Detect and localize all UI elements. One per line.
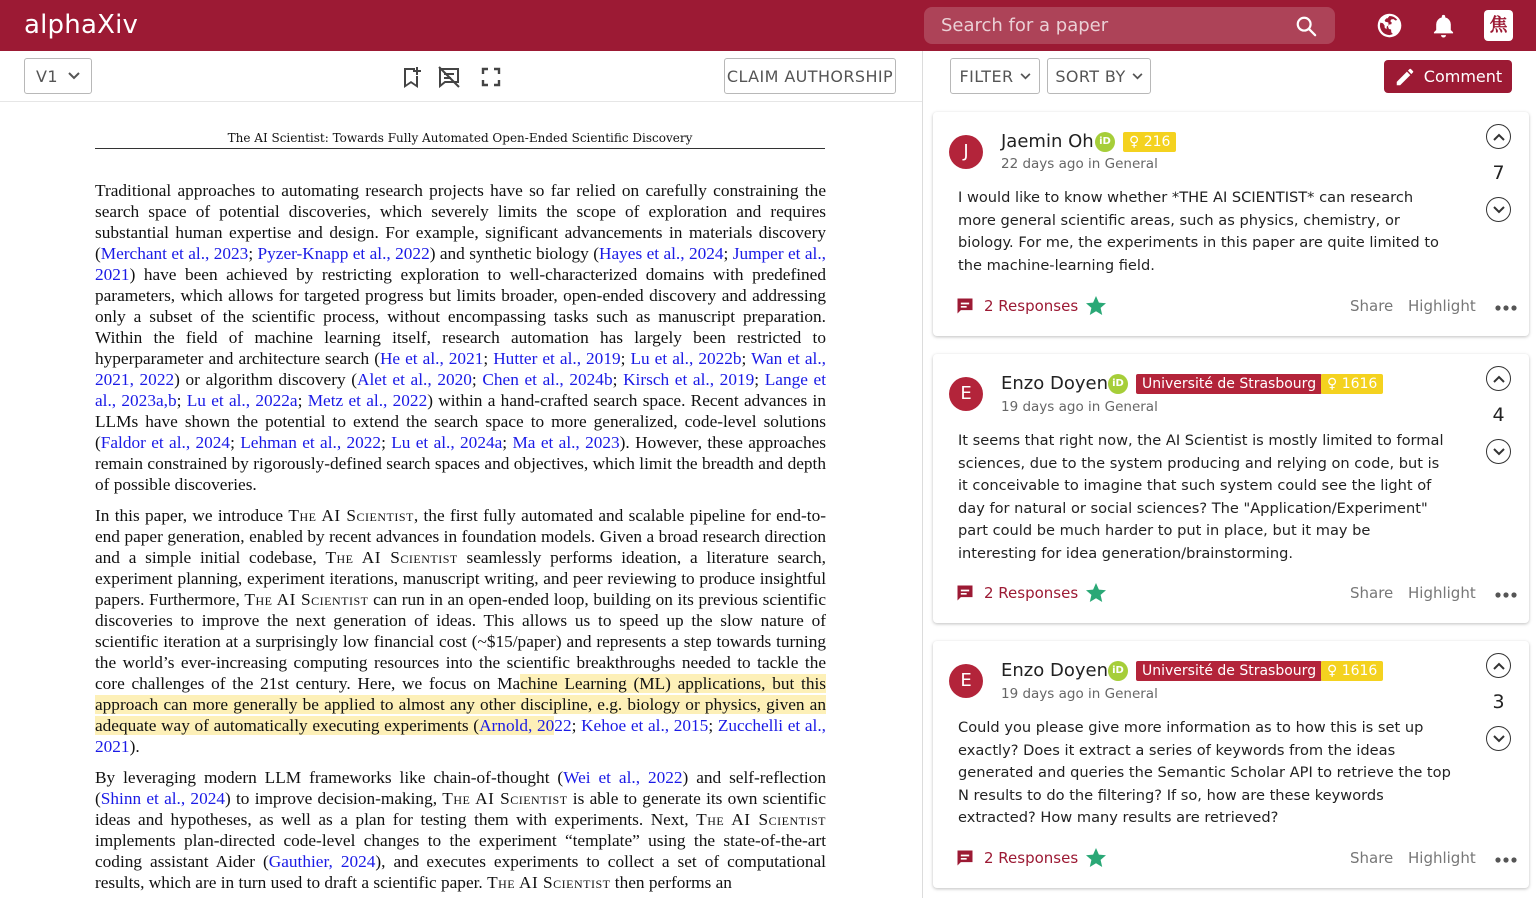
comment-meta: 19 days ago in General: [1001, 686, 1158, 702]
sort-by-button[interactable]: [1047, 58, 1151, 94]
citation-link[interactable]: Kirsch et al., 2019: [623, 370, 755, 389]
institution-badge: Université de Strasbourg: [1136, 661, 1322, 681]
citation-link[interactable]: Lu et al., 2022a: [186, 391, 298, 410]
upvote-button[interactable]: [1486, 366, 1511, 391]
commenter-name[interactable]: Jaemin Oh: [1001, 131, 1094, 152]
system-name: The AI Scientist: [288, 506, 414, 525]
text-run: ;: [620, 349, 631, 368]
system-name: The AI Scientist: [696, 810, 826, 829]
citation-link[interactable]: Shinn et al., 2024: [100, 789, 225, 808]
comment-body: I would like to know whether *THE AI SCIENTIST* can research more general scientific areas, such as physics, chemistry, or biology. For me, the experiments in this paper are quite limited to the machine-learning field.: [958, 189, 1439, 274]
avatar[interactable]: E: [949, 664, 983, 698]
citation-link[interactable]: Wei et al., 2022: [563, 768, 683, 787]
citation-link[interactable]: Jumper et al., 2021: [95, 244, 826, 284]
avatar[interactable]: J: [949, 135, 983, 169]
share-button[interactable]: Share: [1350, 297, 1394, 315]
downvote-button[interactable]: [1486, 197, 1511, 222]
chevron-up-icon: [1493, 375, 1505, 383]
citation-link[interactable]: Ma et al., 2023: [512, 433, 620, 452]
text-run: then performs an: [610, 873, 732, 892]
hide-comments-icon[interactable]: [437, 65, 461, 89]
highlight-button[interactable]: Highlight: [1408, 297, 1476, 315]
karma-badge: ♀ 216: [1123, 132, 1176, 152]
system-name: The AI Scientist: [487, 873, 611, 892]
search-icon[interactable]: [1295, 15, 1317, 37]
system-name: The AI Scientist: [325, 548, 458, 567]
text-run: ;: [708, 716, 718, 735]
text-run: ) have been achieved by restricting exploration to well-characterized domains with predefined parameters, which allows for targeted progress but limits broader, open-ended discovery and addressing only a subset of the scientific process, without encompassing tasks such as manuscript preparation. Within the field of machine learning itself, research automation has largely been restricted to hyperparameter and architecture search (: [95, 265, 826, 368]
text-run: ;: [471, 370, 483, 389]
vote-count: 7: [1492, 162, 1505, 184]
text-run: ;: [230, 433, 241, 452]
text-run: ;: [248, 244, 258, 263]
search-input[interactable]: [924, 7, 1284, 44]
karma-badge: ♀ 1616: [1321, 374, 1383, 394]
comment-body: It seems that right now, the AI Scientist is mostly limited to formal sciences, due to the system producing and relying on code, but is it conceivable to imagine that such system could see the light of day for natural or social sciences? The "Application/Experiment" part could be much harder to put in place, but it may be interesting for idea generation/brainstorming.: [958, 432, 1444, 562]
text-run: Traditional approaches to automating research projects have so far relied on carefully constraining the search space of potential discoveries, which severely limits the scope of exploration and requires substantial human expertise and design. For example, significant advancements in materials discovery (: [95, 181, 826, 263]
more-icon[interactable]: [1495, 857, 1517, 863]
fullscreen-icon[interactable]: [479, 65, 503, 89]
text-run: ).: [129, 737, 140, 756]
text-run: ;: [612, 370, 624, 389]
chevron-down-icon: [1493, 735, 1505, 743]
citation-link[interactable]: Alet et al., 2020: [357, 370, 472, 389]
citation-link[interactable]: Lange et al., 2023a,b: [95, 370, 827, 410]
chevron-up-icon: [1493, 133, 1505, 141]
pencil-icon: [1394, 66, 1416, 88]
citation-link[interactable]: Zucchelli et al., 2021: [95, 716, 826, 756]
share-button[interactable]: Share: [1350, 849, 1394, 867]
bookmark-icon[interactable]: [399, 65, 423, 89]
citation-link[interactable]: Hutter et al., 2019: [493, 349, 621, 368]
toolbar-divider: [0, 101, 922, 102]
orcid-badge[interactable]: iD: [1108, 374, 1128, 394]
text-run: can run in an open-ended loop, building on its previous scientific discoveries to improve the next generation of ideas. This allows us to speed up the slow nature of scientific iteration at a surprisingly low financial cost (~$15/paper) and represents a step towards turning the world’s ever-increasing computing resources into the scientific breakthroughs needed to tackle the core challenges of the 21st century. Here, we focus on Ma: [95, 590, 826, 693]
text-run: ). However, these approaches remain constrained by rigorously-defined search spaces and objectives, which limit the breadth and depth of possible discoveries.: [95, 433, 826, 494]
downvote-button[interactable]: [1486, 726, 1511, 751]
globe-icon[interactable]: [1376, 12, 1403, 39]
comment-icon[interactable]: [955, 848, 975, 868]
karma-badge: ♀ 1616: [1321, 661, 1383, 681]
citation-link[interactable]: Lu et al., 2024a: [391, 433, 503, 452]
citation-link[interactable]: Chen et al., 2024b: [482, 370, 613, 389]
responses-link[interactable]: 2 Responses: [984, 584, 1079, 602]
vote-count: 4: [1492, 404, 1505, 426]
citation-link[interactable]: Faldor et al., 2024: [100, 433, 231, 452]
filter-label: FILTER: [959, 66, 1014, 86]
comment-icon[interactable]: [955, 583, 975, 603]
text-run: is able to generate its own scientific ideas and hypotheses, as well as a plan for testing them with experiments. Next,: [95, 789, 826, 829]
highlight-button[interactable]: Highlight: [1408, 584, 1476, 602]
commenter-name[interactable]: Enzo Doyen: [1001, 373, 1108, 394]
highlighted-text[interactable]: chine Learning (ML) applications, but this approach can more generally be applied to almost any other discipline, e.g. biology or physics, given an adequate way of automatically executing experiments (: [95, 674, 826, 735]
star-icon[interactable]: [1084, 581, 1108, 605]
text-run: ;: [381, 433, 392, 452]
citation-link[interactable]: Kehoe et al., 2015: [581, 716, 709, 735]
share-button[interactable]: Share: [1350, 584, 1394, 602]
user-avatar[interactable]: 焦: [1484, 10, 1513, 41]
pane-divider[interactable]: [922, 51, 923, 898]
comment-card[interactable]: [933, 112, 1529, 336]
star-icon[interactable]: [1084, 846, 1108, 870]
text-run: ), and executes experiments to collect a set of computational results, which are in turn used to draft a scientific paper.: [95, 852, 826, 892]
star-icon[interactable]: [1084, 294, 1108, 318]
citation-link[interactable]: Lu et al., 2022b: [630, 349, 742, 368]
comment-card[interactable]: [933, 641, 1529, 888]
claim-authorship-button[interactable]: CLAIM AUTHORSHIP: [724, 58, 896, 94]
filter-button[interactable]: [950, 58, 1040, 94]
paper-running-header: The AI Scientist: Towards Fully Automated Open-Ended Scientific Discovery: [227, 131, 693, 145]
comment-body: Could you please give more information as to how this is set up exactly? Does it extract a series of keywords from the ideas generated and queries the Semantic Scholar API to retrieve the top N results to do the filtering? If so, how are these keywords extracted? How many results are retrieved?: [958, 719, 1451, 826]
chevron-down-icon: [1493, 206, 1505, 214]
version-label: V1: [36, 66, 58, 86]
citation-link[interactable]: He et al., 2021: [379, 349, 484, 368]
institution-badge: Université de Strasbourg: [1136, 374, 1322, 394]
text-run: ) and synthetic biology (: [429, 244, 599, 263]
top-navbar: [0, 0, 1536, 51]
text-run: ;: [571, 716, 582, 735]
more-icon[interactable]: [1495, 592, 1517, 598]
text-run: ) and self-reflection (: [95, 768, 826, 808]
text-run: ;: [754, 370, 765, 389]
version-select[interactable]: [24, 58, 92, 94]
text-run: In this paper, we introduce: [95, 506, 289, 525]
text-run: ;: [502, 433, 513, 452]
citation-link[interactable]: Lehman et al., 2022: [240, 433, 382, 452]
citation-link[interactable]: 22: [554, 716, 572, 735]
orcid-badge[interactable]: iD: [1108, 661, 1128, 681]
system-name: The AI Scientist: [244, 590, 369, 609]
bell-icon[interactable]: [1430, 12, 1457, 39]
text-run: ;: [741, 349, 752, 368]
text-run: ;: [483, 349, 494, 368]
sort-by-label: SORT BY: [1055, 66, 1126, 86]
comment-label: Comment: [1423, 67, 1503, 86]
text-run: ;: [723, 244, 733, 263]
text-run: ) within a hand-crafted search space. Recent advances in LLMs have shown the potential to extend the search space to more generalized, code-level solutions (: [95, 391, 827, 452]
citation-link[interactable]: Arnold, 20: [479, 716, 555, 735]
citation-link[interactable]: Hayes et al., 2024: [598, 244, 724, 263]
paragraph-1[interactable]: [95, 180, 826, 495]
text-run: ) or algorithm discovery (: [174, 370, 358, 389]
downvote-button[interactable]: [1486, 439, 1511, 464]
chevron-down-icon: [68, 72, 80, 80]
vote-count: 3: [1492, 691, 1505, 713]
header-rule: [95, 148, 825, 149]
text-run: ) to improve decision-making,: [225, 789, 443, 808]
paragraph-2[interactable]: [95, 505, 826, 757]
comment-meta: 22 days ago in General: [1001, 156, 1158, 172]
citation-link[interactable]: Wan et al., 2021, 2022: [95, 349, 826, 389]
text-run: By leveraging modern LLM frameworks like chain-of-thought (: [95, 768, 564, 787]
citation-link[interactable]: Merchant et al., 2023: [100, 244, 249, 263]
text-run: ;: [176, 391, 187, 410]
paper-body[interactable]: [95, 180, 826, 898]
citation-link[interactable]: Gauthier, 2024: [268, 852, 376, 871]
more-icon[interactable]: [1495, 305, 1517, 311]
text-run: seamlessly performs ideation, a literature search, experiment planning, experiment iterations, manuscript writing, and peer reviewing to produce insightful papers. Furthermore,: [95, 548, 826, 609]
chevron-down-icon: [1020, 73, 1031, 80]
comment-card[interactable]: [933, 354, 1529, 623]
paragraph-3[interactable]: [95, 767, 826, 893]
upvote-button[interactable]: [1486, 653, 1511, 678]
comment-icon[interactable]: [955, 296, 975, 316]
highlight-button[interactable]: Highlight: [1408, 849, 1476, 867]
upvote-button[interactable]: [1486, 124, 1511, 149]
responses-link[interactable]: 2 Responses: [984, 849, 1079, 867]
commenter-name[interactable]: Enzo Doyen: [1001, 660, 1108, 681]
avatar[interactable]: E: [949, 377, 983, 411]
comment-meta: 19 days ago in General: [1001, 399, 1158, 415]
chevron-up-icon: [1493, 662, 1505, 670]
citation-link[interactable]: Pyzer-Knapp et al., 2022: [257, 244, 430, 263]
chevron-down-icon: [1132, 73, 1143, 80]
chevron-down-icon: [1493, 448, 1505, 456]
text-run: ;: [297, 391, 308, 410]
responses-link[interactable]: 2 Responses: [984, 297, 1079, 315]
text-run: , the first fully automated and scalable pipeline for end-to-end paper generation, enabled by recent advances in foundation models. Given a broad research direction and a simple initial codebase,: [95, 506, 827, 567]
orcid-badge[interactable]: iD: [1095, 132, 1115, 152]
brand-logo[interactable]: alphaXiv: [24, 10, 139, 40]
citation-link[interactable]: Metz et al., 2022: [307, 391, 428, 410]
add-comment-button[interactable]: [1384, 60, 1512, 93]
text-run: implements plan-directed code-level changes to the experiment “template” using the state-of-the-art coding assistant Aider (: [95, 831, 826, 871]
search-box[interactable]: [924, 7, 1335, 44]
system-name: The AI Scientist: [442, 789, 568, 808]
